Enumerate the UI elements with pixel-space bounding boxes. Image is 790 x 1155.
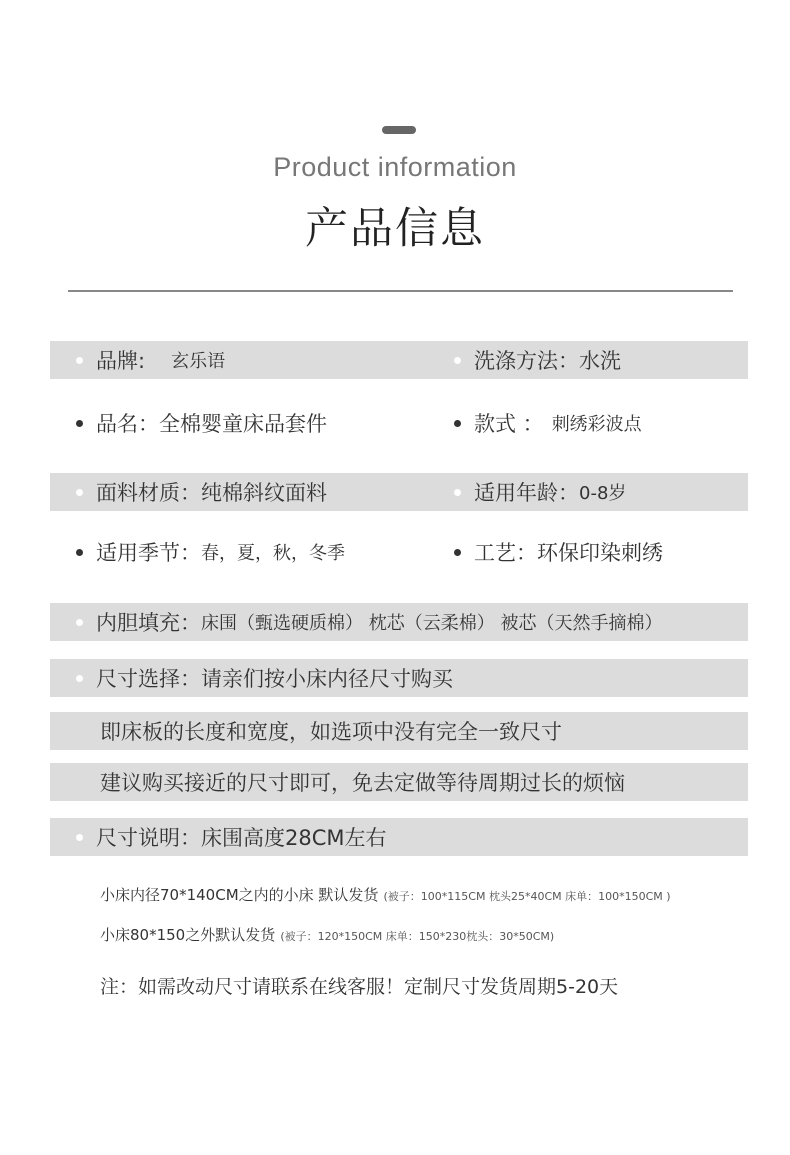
- size-select-line2: [100, 712, 562, 750]
- size-select-text3: 建议购买接近的尺寸即可，免去定做等待周期过长的烦恼: [100, 771, 625, 795]
- name-value: 全棉婴童床品套件: [159, 412, 327, 436]
- bullet-icon: [76, 834, 83, 841]
- bullet-icon: [76, 675, 83, 682]
- size-select-line1: [76, 659, 453, 697]
- bullet-icon: [454, 357, 461, 364]
- wash-value: 水洗: [579, 349, 621, 373]
- spec-filling: [76, 603, 662, 641]
- size-large-main: 小床80*150之外默认发货: [100, 926, 276, 944]
- wash-label: 洗涤方法：: [474, 349, 579, 373]
- title-english: Product information: [273, 152, 517, 182]
- custom-size-note: 注：如需改动尺寸请联系在线客服！定制尺寸发货周期5-20天: [100, 976, 619, 998]
- size-small-line: [100, 884, 671, 905]
- bullet-icon: [76, 619, 83, 626]
- bullet-icon: [454, 489, 461, 496]
- season-label: 适用季节：: [96, 541, 201, 565]
- brand-value: 玄乐语: [171, 351, 226, 372]
- spec-name: [76, 404, 327, 442]
- filling-value: 床围（甄选硬质棉） 枕芯（云柔棉） 被芯（天然手摘棉）: [201, 613, 663, 634]
- bullet-icon: [76, 357, 83, 364]
- spec-wash: [454, 341, 621, 379]
- age-value: 0-8岁: [579, 483, 627, 504]
- header-accent-bar: [382, 126, 416, 134]
- size-select-text2: 即床板的长度和宽度，如选项中没有完全一致尺寸: [100, 720, 562, 744]
- size-select-text1: 尺寸选择：请亲们按小床内径尺寸购买: [96, 667, 453, 691]
- size-large-line: [100, 924, 554, 945]
- spec-material: [76, 473, 327, 511]
- spec-brand: [76, 341, 225, 379]
- spec-season: [76, 533, 345, 571]
- material-label: 面料材质：: [96, 481, 201, 505]
- spec-style: [454, 404, 642, 442]
- spec-craft: [454, 533, 663, 571]
- filling-label: 内胆填充：: [96, 611, 201, 635]
- brand-label: 品牌:: [96, 349, 146, 373]
- bullet-icon: [76, 549, 83, 556]
- bullet-icon: [454, 420, 461, 427]
- bullet-icon: [76, 420, 83, 427]
- craft-value: 环保印染刺绣: [537, 541, 663, 565]
- bullet-icon: [76, 489, 83, 496]
- spec-age: [454, 473, 626, 511]
- style-label: 款式 ：: [474, 412, 544, 436]
- size-select-line3: [100, 763, 625, 801]
- name-label: 品名：: [96, 412, 159, 436]
- age-label: 适用年龄：: [474, 481, 579, 505]
- craft-label: 工艺：: [474, 541, 537, 565]
- size-desc-label: 尺寸说明：: [96, 826, 201, 850]
- header-divider: [68, 290, 733, 292]
- material-value: 纯棉斜纹面料: [201, 481, 327, 505]
- title-chinese: 产品信息: [305, 204, 485, 254]
- size-small-main: 小床内径70*140CM之内的小床 默认发货: [100, 886, 379, 904]
- size-large-detail: (被子：120*150CM 床单：150*230枕头：30*50CM): [280, 930, 555, 943]
- season-value: 春，夏，秋，冬季: [201, 543, 345, 564]
- size-small-detail: (被子：100*115CM 枕头25*40CM 床单：100*150CM ): [383, 890, 671, 903]
- size-desc: [76, 818, 387, 856]
- style-value: 刺绣彩波点: [551, 414, 642, 435]
- size-desc-value: 床围高度28CM左右: [201, 826, 387, 850]
- bullet-icon: [454, 549, 461, 556]
